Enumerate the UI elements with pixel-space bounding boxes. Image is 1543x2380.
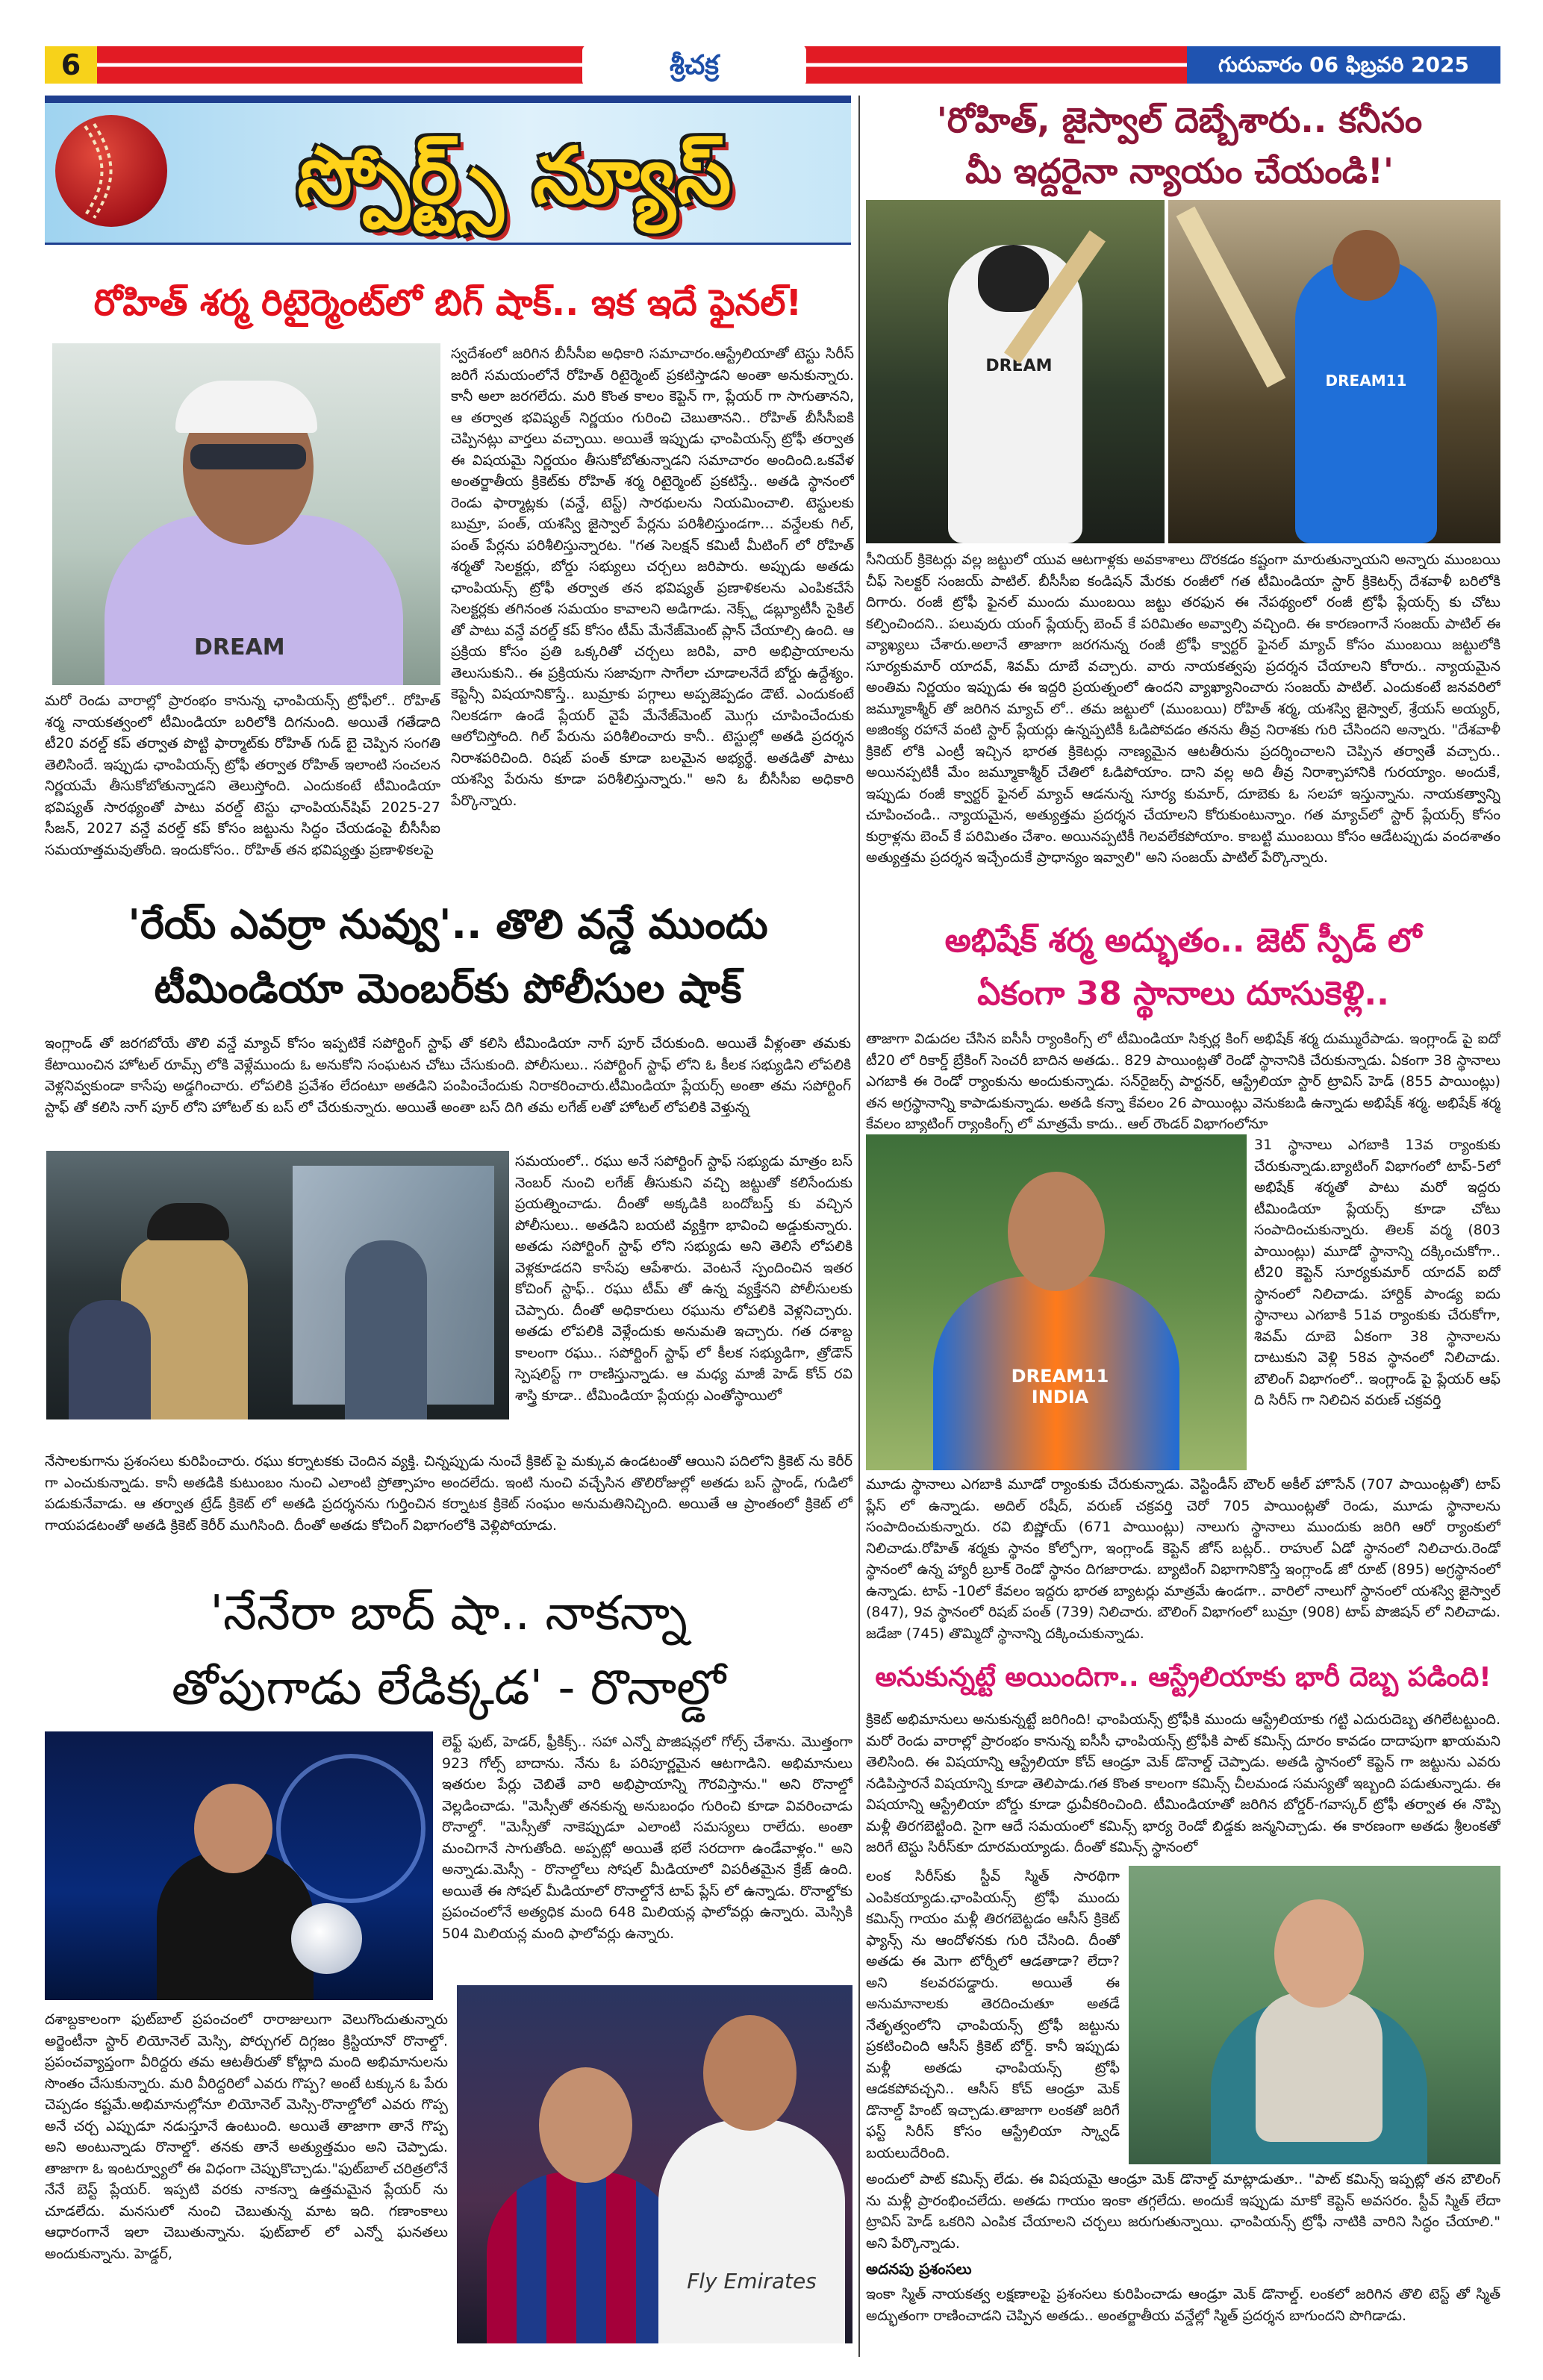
section-title: స్పోర్ట్స్ న్యూస్ — [297, 130, 733, 221]
abhishek-body-right: 31 స్థానాలు ఎగబాకి 13వ ర్యాంకుకు చేరుకున్నాడు.బ్యాటింగ్ విభాగంలో టాప్-5లో అభిషేక్ శర్మతో పాటు మరో ఇద్దరు టీమిండియా ప్లేయర్స్ కూడా చోటు సంపాదించుకున్నారు. తిలక్ వర్మ (803 పాయింట్లు) మూడో స్థానాన్ని దక్కించుకోగా.. టీ20 కెప్టెన్ సూర్యకుమార్ యాదవ్ ఐదో స్థానంలో నిలిచాడు. హార్దిక్ పాండ్య ఐదు స్థానాలు ఎగబాకి 51వ ర్యాంకుకు చేరుకోగా, శివమ్ దూబె ఏకంగా 38 స్థానాలను దాటుకుని వెళ్లి 58వ స్థానంలో నిలిచాడు. బౌలింగ్ విభాగంలో.. ఇంగ్లాండ్ పై ప్లేయర్ ఆఫ్ ది సిరీస్ గా నిలిచిన వరుణ్ చక్రవర్తి — [1254, 1137, 1500, 1408]
cummins-head — [1274, 1899, 1364, 2008]
police-headline-1: 'రేయ్ ఎవర్రా నువ్వు'.. తొలి వన్డే ముందు — [128, 901, 768, 948]
player-helmet — [978, 245, 1049, 312]
abhishek-photo — [866, 1134, 1247, 1470]
australia-body-bottom: అందులో పాట్ కమిన్స్ లేడు. ఈ విషయమై ఆండ్రూ మెక్ డొనాల్డ్ మాట్లాడుతూ.. "పాట్ కమిన్స్ ఇప్పట్లో తన బౌలింగ్ ను మళ్లీ ప్రారంభించలేదు. అతడు గాయం ఇంకా తగ్గలేదు. అందుకే ఇప్పుడు మాకో కెప్టెన్ అవసరం. స్టీవ్ స్మిత్ లేదా ట్రావిస్ హెడ్ ఒకరిని ఎంపిక చేయాలని చర్చలు జరుగుతున్నాయి. ఛాంపియన్స్ ట్రోఫీ నాటికి వారిని సిద్ధం చేయాలి." అని పేర్కొన్నాడు. — [866, 2171, 1500, 2252]
staff-figure — [69, 1300, 151, 1419]
abhishek-headline-1: అభిషేక్ శర్మ అద్భుతం.. జెట్ స్పీడ్ లో — [944, 922, 1422, 960]
abhishek-head — [1008, 1172, 1105, 1291]
police-cap-icon — [147, 1203, 229, 1240]
australia-body-left: లంక సిరీస్‌కు స్టీవ్ స్మిత్ సారథిగా ఎంపికయ్యాడు.ఛాంపియన్స్ ట్రోఫీ ముందు కమిన్స్ గాయం మళ్లీ తిరగబెట్టడం ఆసీస్ క్రికెట్ ఫ్యాన్స్ ను ఆందోళనకు గురి చేసింది. దీంతో అతడు ఈ మెగా టోర్నీలో ఆడతాడా? లేదా? అని కలవరపడ్డారు. అయితే ఈ అనుమానాలకు తెరదించుతూ అతడే నేతృత్వంలోని ఛాంపియన్స్ ట్రోఫీ జట్టును ప్రకటించింది ఆసీస్ క్రికెట్ బోర్డ్. కానీ ఇప్పుడు మళ్లీ అతడు ఛాంపియన్స్ ట్రోఫీ ఆడకపోవచ్చని.. ఆసీస్ కోచ్ ఆండ్రూ మెక్ డొనాల్డ్ హింట్ ఇచ్చాడు.తాజాగా లంకతో జరిగే ఫస్ట్ సిరీస్ కోసం ఆస్ట్రేలియా స్క్వాడ్ బయలుదేరింది. — [866, 1868, 1120, 2161]
rohit-photo — [52, 343, 440, 685]
player-figure — [1295, 260, 1437, 543]
abhishek-headline-2: ఏకంగా 38 స్థానాలు దూసుకెళ్లి.. — [977, 975, 1389, 1013]
ronaldo-award-photo — [45, 1731, 433, 2000]
sponsor-text: Fly Emirates — [687, 2269, 817, 2293]
messi-head — [539, 2067, 632, 2183]
sunglasses-icon — [190, 444, 306, 469]
police-photo — [46, 1151, 509, 1419]
ronaldo-head — [703, 2015, 797, 2131]
rohit-body-right: స్వదేశంలో జరిగిన బీసీసీఐ అధికారి సమాచారం.ఆస్ట్రేలియాతో టెస్టు సిరీస్ జరిగే సమయంలోనే రోహిత్ రిటైర్మెంట్ ప్రకటిస్తాడని అంతా అనుకున్నారు. కానీ అలా జరగలేదు. మరి కొంత కాలం కెప్టెన్ గా, ప్లేయర్ గా సాగుతానని, ఆ తర్వాత భవిష్యత్ నిర్ణయం గురించి చెబుతానని.. రోహిత్ బీసీసీఐకి చెప్పినట్లు వార్తలు వచ్చాయి. అయితే ఇప్పుడు ఛాంపియన్స్ ట్రోఫీ తర్వాత ఈ విషయమై నిర్ణయం తీసుకోబోతున్నాడని సమాచారం అందింది.ఒకవేళ అంతర్జాతీయ క్రికెట్‌కు రోహిత్ శర్మ రిటైర్మెంట్ ప్రకటిస్తే.. అతడి స్థానంలో రెండు ఫార్మాట్లకు (వన్డే, టెస్ట్) సారథులను నియమించాలి. టెస్టులకు బుమ్రా, పంత్, యశస్వి జైస్వాల్ పేర్లను పరిశీలిస్తుండగా... వన్డేలకు గిల్, పంత్ పేర్లను పరిశీలిస్తున్నారట. "గత సెలక్షన్ కమిటీ మీటింగ్ లో రోహిత్ శర్మతో సెలక్టర్లు, బోర్డు సభ్యులు చర్చలు జరిపారు. అప్పుడు అతడు ఛాంపియన్స్ ట్రోఫీ తర్వాత తన భవిష్యత్ ప్రణాళికలను ఎంపికచేసే సెలక్టర్లకు తగినంత సమయం కావాలని అడిగాడు. నెక్స్ట్ డబ్ల్యూటీసీ సైకిల్ తో పాటు వన్డే వరల్డ్ కప్ కోసం టీమ్ మేనేజ్‌మెంట్ ప్లాన్ చేయాల్సి ఉంది. ఆ ప్రక్రియ కోసం ప్రతి ఒక్కరితో చర్చలు జరిపి, వారి అభిప్రాయాలను తెలుసుకుని.. ఈ ప్రక్రియను సజావుగా సాగేలా చూడాలనేదే బోర్డు ఉద్దేశ్యం. కెప్టెన్సీ విషయానికొస్తే.. బుమ్రాకు పగ్గాలు అప్పజెప్పడం డౌటే. ఎందుకంటే నిలకడగా ఉండే ప్లేయర్ వైపే మేనేజ్‌మెంట్ మొగ్గు చూపించేందుకు ఆలోచిస్తోంది. గిల్ పేరును పరిశీలించారు కానీ.. టెస్టుల్లో అతడి ప్రదర్శన నిరాశపరిచింది. రిషబ్ పంత్ కూడా బలమైన అభ్యర్థే. అతడితో పాటు యశస్వి పేరును కూడా పరిశీలిస్తున్నారు." అని ఓ బీసీసీఐ అధికారి పేర్కొన్నారు. — [451, 346, 854, 809]
towel — [1256, 1993, 1383, 2142]
player-jersey-text: DREAM11 — [1325, 372, 1407, 390]
player-figure — [345, 1240, 427, 1419]
jaiswal-photo — [866, 200, 1165, 543]
seam-icon — [55, 115, 167, 227]
ronaldo-shirt — [658, 2120, 845, 2343]
cricket-ball-icon — [55, 115, 167, 227]
issue-date: గురువారం 06 ఫిబ్రవరి 2025 — [1187, 46, 1500, 84]
section-banner — [45, 96, 851, 245]
cricket-bat-icon — [1176, 207, 1286, 388]
cummins-photo — [1129, 1866, 1500, 2164]
rohit-body-bottom: మరో రెండు వారాల్లో ప్రారంభం కానున్న ఛాంపియన్స్ ట్రోఫీలో.. రోహిత్ శర్మ నాయకత్వంలో టీమిండియా బరిలోకి దిగనుంది. అయితే గతేడాది టీ20 వరల్డ్ కప్ తర్వాత పొట్టి ఫార్మాట్‌కు రోహిత్ గుడ్ బై చెప్పిన సంగతి తెలిసిందే. ఇప్పుడు ఛాంపియన్స్ ట్రోఫీ తర్వాత రోహిత్ ఇలాంటి సంచలన నిర్ణయమే తీసుకోబోతున్నాడని తెలుస్తోంది. ఎందుకంటే టీమిండియా భవిష్యత్ సారథ్యంతో పాటు వరల్డ్ టెస్టు ఛాంపియన్‌షిప్ 2025-27 సీజన్, 2027 వన్డే వరల్డ్ కప్ కోసం జట్టును సిద్ధం చేయడంపై బీసీసీఐ సమయాత్తమవుతోంది. ఇందుకోసం.. రోహిత్ తన భవిష్యత్తు ప్రణాళికలపై — [45, 693, 440, 858]
abhishek-jersey-text: DREAM11 INDIA — [1011, 1366, 1109, 1408]
column-divider — [858, 96, 860, 2357]
ronaldo-headline-2: తోపుగాడు లేడిక్కడ' - రొనాల్డో — [171, 1661, 726, 1716]
ronaldo-headline-1: 'నేనేరా బాద్ షా.. నాకన్నా — [210, 1586, 688, 1641]
rohit-cap — [175, 381, 317, 433]
police-body-top: ఇంగ్లాండ్ తో జరగబోయే తొలి వన్డే మ్యాచ్ కోసం ఇప్పటికే సపోర్టింగ్ స్టాఫ్ తో కలిసి టీమిండియా నాగ్ పూర్ చేరుకుంది. అయితే వీళ్లంతా తమకు కేటాయించిన హోటల్ రూమ్స్ లోకి వెళ్లేముందు ఓ అనుకోని సంఘటన చోటు చేసుకుంది. పోలీసులు.. సపోర్టింగ్ స్టాఫ్ లోని ఓ కీలక సభ్యుడిని లోపలికి వెళ్లనివ్వకుండా కాసేపు అడ్డగించారు. లోపలికి ప్రవేశం లేదంటూ అతడిని పంపించేందుకు నిరాకరించారు.టీమిండియా ప్లేయర్స్ అంతా తమ సపోర్టింగ్ స్టాఫ్ తో కలిసి నాగ్ పూర్ లోని హోటల్ కు బస్ లో చేరుకున్నారు. అయితే అంతా బస్ దిగి తమ లగేజ్ లతో హోటల్ లోపలికి వెళ్తున్న — [45, 1035, 851, 1116]
ronaldo-head — [194, 1784, 272, 1873]
masthead: శ్రీచక్ర — [582, 45, 806, 87]
australia-subheading: అదనపు ప్రశంసలు — [866, 2260, 972, 2278]
rohit-jersey-text: DREAM — [194, 634, 285, 660]
jaiswal-headline-2: మీ ఇద్దరైనా న్యాయం చేయండి!' — [965, 151, 1394, 191]
player-jersey-text: DREAM — [985, 357, 1053, 375]
police-body-right: సమయంలో.. రఘు అనే సపోర్టింగ్ స్టాఫ్ సభ్యుడు మాత్రం బస్ నెంబర్ నుంచి లగేజ్ తీసుకుని వచ్చి జట్టుతో కలిసేందుకు ప్రయత్నించాడు. దీంతో అక్కడికి బందోబస్త్ కు వచ్చిన పోలీసులు.. అతడిని బయటి వ్యక్తిగా భావించి అడ్డుకున్నారు. అతడు సపోర్టింగ్ స్టాఫ్ లోని సభ్యుడు అని తెలిసే లోపలికి వెళ్లకూడదని కాసేపు ఆపేశారు. వెంటనే స్పందించిన ఇతర కోచింగ్ స్టాఫ్.. రఘు టీమ్ తో ఉన్న వ్యక్తేనని పోలీసులకు చెప్పారు. దీంతో అధికారులు రఘును లోపలికి వెళ్లనిచ్చారు. అతడు లోపలికి వెళ్లేందుకు అనుమతి ఇచ్చారు. గత దశాబ్ద కాలంగా రఘు.. సపోర్టింగ్ స్టాఫ్ లో కీలక సభ్యుడిగా, త్రోడౌన్ స్పెషలిస్ట్ గా రాణిస్తున్నాడు. ఆ మధ్య మాజీ హెడ్ కోచ్ రవి శాస్త్రి కూడా.. టీమిండియా ప్లేయర్లు ఎంతోస్థాయిలో — [515, 1153, 852, 1404]
australia-body-top: క్రికెట్ అభిమానులు అనుకున్నట్టే జరిగింది! ఛాంపియన్స్ ట్రోఫీకి ముందు ఆస్ట్రేలియాకు గట్టి ఎదురుదెబ్బ తగిలేటట్టుంది. మరో రెండు వారాల్లో ప్రారంభం కానున్న ఐసీసీ ఛాంపియన్స్ ట్రోఫీకి పాట్ కమిన్స్ దూరం కావడం దాదాపుగా ఖాయమని తెలిసింది. ఈ విషయాన్ని ఆస్ట్రేలియా కోచ్ ఆండ్రూ మెక్ డొనాల్డ్ చెప్పాడు. అతడి స్థానంలో కెప్టెన్ గా జట్టును ఎవరు నడిపిస్తారనే విషయాన్ని కూడా తెలిపాడు.గత కొంత కాలంగా కమిన్స్ చీలమండ సమస్యతో ఇబ్బంది పడుతున్నాడు. ఈ విషయాన్ని ఆస్ట్రేలియా బోర్డు కూడా ధ్రువీకరించింది. టీమిండియాతో జరిగిన బోర్డర్-గవాస్కర్ ట్రోఫీ తర్వాత ఈ నొప్పి మళ్లీ తిరగబెట్టింది. సైగా ఆదే సమయంలో కమిన్స్ భార్య రెండో బిడ్డకు జన్మనిచ్చాడు. ఈ కారణంగా అతడు శ్రీలంకతో జరిగే టెస్టు సిరీస్‌కూ దూరమయ్యాడు. దీంతో కమిన్స్ స్థానంలో — [866, 1711, 1500, 1855]
messi-shirt — [487, 2172, 681, 2343]
ronaldo-suit — [157, 1851, 314, 2000]
police-body-bottom: నేసాలకుగాను ప్రశంసలు కురిపించారు. రఘు కర్నాటకకు చెందిన వ్యక్తి. చిన్నప్పుడు నుంచే క్రికెట్ పై మక్కువ ఉండటంతో ఆయిని పదిలోని క్రికెట్ ను కెరీర్ గా ఎంచుకున్నాడు. కానీ అతడికి కుటుంబం నుంచి ఎలాంటి ప్రోత్సాహం అందలేదు. ఇంటి నుంచి వచ్చేసిన తొలిరోజుల్లో అతడు బస్ స్టాండ్, గుడిలో పడుకునేవాడు. ఆ తర్వాత ట్రేడ్ క్రికెట్ లో అతడి ప్రదర్శనను గుర్తించిన కర్నాటక క్రికెట్ సంఘం అనుమతినిచ్చింది. అయితే ఆ ప్రాంతంలో క్రికెట్ లో గాయపడటంతో అతడి క్రికెట్ కెరీర్ ముగిసింది. దీంతో అతడు కోచింగ్ విభాగంలోకి వెళ్లిపోయాడు. — [45, 1453, 852, 1534]
abhishek-body-top: తాజాగా విడుదల చేసిన ఐసీసీ ర్యాంకింగ్స్ లో టీమిండియా సిక్సర్ల కింగ్ అభిషేక్ శర్మ దుమ్మురేపాడు. ఇంగ్లాండ్ పై ఐదో టీ20 లో రికార్డ్ బ్రేకింగ్ సెంచరీ బాదిన అతడు.. 829 పాయింట్లతో రెండో స్థానానికి చేరుకున్నాడు. ఏకంగా 38 స్థానాలు ఎగబాకి ఈ రెండో ర్యాంకును అందుకున్నాడు. సన్‌రైజర్స్ పార్టనర్, ఆస్ట్రేలియా స్టార్ ట్రావిస్ హెడ్ (855 పాయింట్లు) తన అగ్రస్థానాన్ని కాపాడుకున్నాడు. అతడి కన్నా కేవలం 26 పాయింట్లు వెనుకబడి ఉన్నాడు అభిషేక్ శర్మ. అభిషేక్ శర్మ కేవలం బ్యాటింగ్ ర్యాంకింగ్స్ లో మాత్రమే కాదు.. ఆల్ రౌండర్ విభాగంలోనూ — [866, 1031, 1500, 1132]
australia-headline: అనుకున్నట్టే అయిందిగా.. ఆస్ట్రేలియాకు భారీ దెబ్బ పడింది! — [875, 1662, 1491, 1693]
suryakumar-photo — [1168, 200, 1500, 543]
football-icon — [291, 1903, 362, 1974]
ronaldo-body-bottom: దశాబ్దకాలంగా ఫుట్‌బాల్ ప్రపంచంలో రారాజులుగా వెలుగొందుతున్నారు అర్జెంటీనా స్టార్ లియోనెల్ మెస్సి, పోర్చుగల్ దిగ్గజం క్రిస్టియానో రొనాల్డో. ప్రపంచవ్యాప్తంగా వీరిద్దరు తమ ఆటతీరుతో కోట్లాది మంది అభిమానులను సొంతం చేసుకున్నారు. మరి వీరిద్దరిలో ఎవరు గొప్ప? అంటే టక్కున ఓ పేరు చెప్పడం కష్టమే.అభిమానుల్లోనూ లియోనెల్ మెస్సి-రొనాల్డోలో ఎవరు గొప్ప అనే చర్చ ఎప్పుడూ నడుస్తూనే ఉంటుంది. అయితే తాజాగా తానే గొప్ప అని అంటున్నాడు రొనాల్డో. తనకు తానే అత్యుత్తమం అని చెప్పాడు. తాజాగా ఓ ఇంటర్వ్యూలో ఈ విధంగా చెప్పుకొచ్చాడు."ఫుట్‌బాల్ చరిత్రలోనే నేనే బెస్ట్ ప్లేయర్. ఇప్పటి వరకు నాకన్నా ఉత్తమమైన ప్లేయర్ ను చూడలేదు. మనసులో నుంచి చెబుతున్న మాట ఇది. గణాంకాలు ఆధారంగానే ఇలా చెబుతున్నాను. ఫుట్‌బాల్ లో ఎన్నో ఘనతలు అందుకున్నాను. హెడ్డర్, — [45, 2011, 448, 2262]
player-head — [1332, 230, 1400, 301]
jaiswal-body: సీనియర్ క్రికెటర్లు వల్ల జట్టులో యువ ఆటగాళ్లకు అవకాశాలు దొరకడం కష్టంగా మారుతున్నాయని అన్నారు ముంబయి చీఫ్ సెలక్టర్ సంజయ్ పాటిల్. బీసీసీఐ కండిషన్ మేరకు రంజీలో గత టీమిండియా స్టార్ క్రికెటర్స్ దేశవాళీ బరిలోకి దిగారు. రంజీ ట్రోఫీ ఫైనల్ ముందు ముంబయి జట్టు తరఫున ఈ నేపథ్యంలో రంజీ ట్రోఫీ ప్లేయర్స్ కు చోటు కల్పించిందని.. పలువురు యంగ్ ప్లేయర్స్ బెంచ్ కే పరిమితం అవ్వాల్సి వచ్చింది. ఈ కారణంగానే సంజయ్ పాటిల్ ఈ వ్యాఖ్యలు చేశారు.అలానే తాజాగా జరగనున్న రంజీ ట్రోఫీ క్వార్టర్ ఫైనల్ మ్యాచ్ కోసం ముంబయి జట్టులోకి సూర్యకుమార్ యాదవ్, శివమ్ దూబే వచ్చారు. వారు నాయకత్వపు ప్రదర్శన చేయాలని కోరారు.. న్యాయమైన అంతిమ నిర్ణయం ఇప్పుడు ఈ ఇద్దరి ప్రయత్నంలో ఉందని వ్యాఖ్యానించారు సంజయ్ పాటిల్. ఎందుకంటే జనవరిలో జమ్మూకాశ్మీర్ తో జరిగిన మ్యాచ్ లో.. తమ జట్టులో (ముంబయి) రోహిత్ శర్మ, యశస్వి జైస్వాల్, శ్రేయస్ అయ్యర్, అజింక్య రహానే వంటి స్టార్ ప్లేయర్లు ఉన్నప్పటికీ ఓడిపోవడం తనను తీవ్ర నిరాశకు గురి చేసిందని అన్నారు. "దేశవాళీ క్రికెట్ లోకి ఎంట్రీ ఇచ్చిన భారత క్రికెటర్లు నాణ్యమైన ఆటతీరును ప్రదర్శించాలని చెప్పిన తర్వాతే వచ్చారు.. అయినప్పటికీ మేం జమ్మూకాశ్మీర్ చేతిలో ఓడిపోయాం. దాని వల్ల అది తీవ్ర నిరాశ్చాహానికి గురయ్యాం. అందుకే, ఇప్పుడు రంజీ క్వార్టర్ ఫైనల్ మ్యాచ్ ఆడనున్న సూర్య కుమార్, దూబెకు ఓ సలహా ఇస్తున్నాను. నాయకత్వాన్ని చూపించండి.. న్యాయమైన, అత్యుత్తమ ప్రదర్శన చేయాలని కోరుకుంటున్నాం. గత మ్యాచ్‌లో స్టార్ ప్లేయర్స్ కోసం కుర్రాళ్లను బెంచ్ కే పరిమితం చేశాం. అయినప్పటికీ గెలవలేకపోయాం. కాబట్టి ముంబయి కోసం ఆడేటప్పుడు వందశాతం అత్యుత్తమ ప్రదర్శన ఇచ్చేందుకే ప్రాధాన్యం ఇవ్వాలి" అని సంజయ్ పాటిల్ పేర్కొన్నారు. — [866, 552, 1500, 866]
ronaldo-body-right: లెఫ్ట్ ఫుట్, హెడర్, ఫ్రీకిక్స్.. సహా ఎన్నో పొజిషన్లలో గోల్స్ చేశాను. మొత్తంగా 923 గోల్స్ బాదాను. నేను ఓ పరిపూర్ణమైన ఆటగాడిని. అభిమానులు ఇతరుల పేర్లు చెబితే వారి అభిప్రాయాన్ని గౌరవిస్తాను." అని రొనాల్డో వెల్లడించాడు. "మెస్సీతో తనకున్న అనుబంధం గురించి కూడా వివరించాడు రొనాల్డో. "మెస్సీతో నాకెప్పుడూ ఎలాంటి సమస్యలు రాలేదు. అంతా మంచిగానే సాగుతోంది. అప్పట్లో అయితే భలే సరదాగా ఉండేవాళ్లం." అని అన్నాడు.మెస్సీ - రొనాల్డో‌లు సోషల్ మీడియాలో విపరీతమైన క్రేజ్ ఉంది. అయితే ఈ సోషల్ మీడియాలో రొనాల్డోనే టాప్ ప్లేస్ లో ఉన్నాడు. రొనాల్డోకు ప్రపంచంలోనే అత్యధిక మంది 648 మిలియన్ల ఫాలోవర్లు ఉన్నారు. మెస్సికి 504 మిలియన్ల మంది ఫాలోవర్లు ఉన్నారు. — [442, 1734, 852, 1942]
page-number: 6 — [45, 46, 97, 84]
rohit-headline: రోహిత్ శర్మ రిటైర్మెంట్‌లో బిగ్ షాక్.. ఇక ఇదే ఫైనల్! — [93, 282, 802, 324]
jaiswal-headline-1: 'రోహిత్, జైస్వాల్ దెబ్బేశారు.. కనీసం — [936, 100, 1423, 140]
abhishek-body-bottom: మూడు స్థానాలు ఎగబాకి మూడో ర్యాంకుకు చేరుకున్నాడు. వెస్టిండీస్ బౌలర్ అకీల్ హొసేన్ (707 పాయింట్లతో) టాప్ ప్లేస్ లో ఉన్నాడు. అదిల్ రషీద్, వరుణ్ చక్రవర్తి చెరో 705 పాయింట్లతో రెండు, మూడు స్థానాలను సంపాదించుకున్నారు. రవి బిష్ణోయ్ (671 పాయింట్లు) నాలుగు స్థానాలు ముందుకు జరిగి ఆరో ర్యాంకులో నిలిచాడు.రోహిత్ శర్మకు స్థానం కోల్పోగా, ఇంగ్లాండ్ కెప్టెన్ జోస్ బట్లర్.. రాహుల్ ఏడో స్థానంలో నిలిచారు.రెండో స్థానంలో ఉన్న హ్యారీ బ్రూక్ రెండో స్థానం దిగజారాడు. బ్యాటింగ్ విభాగానికొస్తే ఇంగ్లాండ్ జో రూట్ (895) అగ్రస్థానంలో ఉన్నాడు. టాప్ -10లో కేవలం ఇద్దరు భారత బ్యాటర్లు మాత్రమే ఉండగా.. వారిలో నాలుగో స్థానంలో యశస్వి జైస్వాల్ (847), 9వ స్థానంలో రిషబ్ పంత్ (739) నిలిచారు. బౌలింగ్ విభాగంలో బుమ్రా (908) టాప్ పొజిషన్ లో నిలిచాడు. జడేజా (745) తొమ్మిదో స్థానాన్ని దక్కించుకున్నాడు. — [866, 1476, 1500, 1642]
police-headline-2: టీమిండియా మెంబర్‌కు పోలీసుల షాక్ — [154, 965, 742, 1012]
australia-closing-body: ఇంకా స్మిత్ నాయకత్వ లక్షణాలపై ప్రశంసలు కురిపించాడు ఆండ్రూ మెక్ డొనాల్డ్. లంకలో జరిగిన తొలి టెస్ట్ తో స్మిత్ అద్భుతంగా రాణించాడని చెప్పిన అతడు.. అంతర్జాతీయ వన్డేల్లో స్మిత్ ప్రదర్శన బాగుందని పొగిడాడు. — [866, 2286, 1500, 2324]
messi-ronaldo-photo — [457, 1985, 852, 2343]
